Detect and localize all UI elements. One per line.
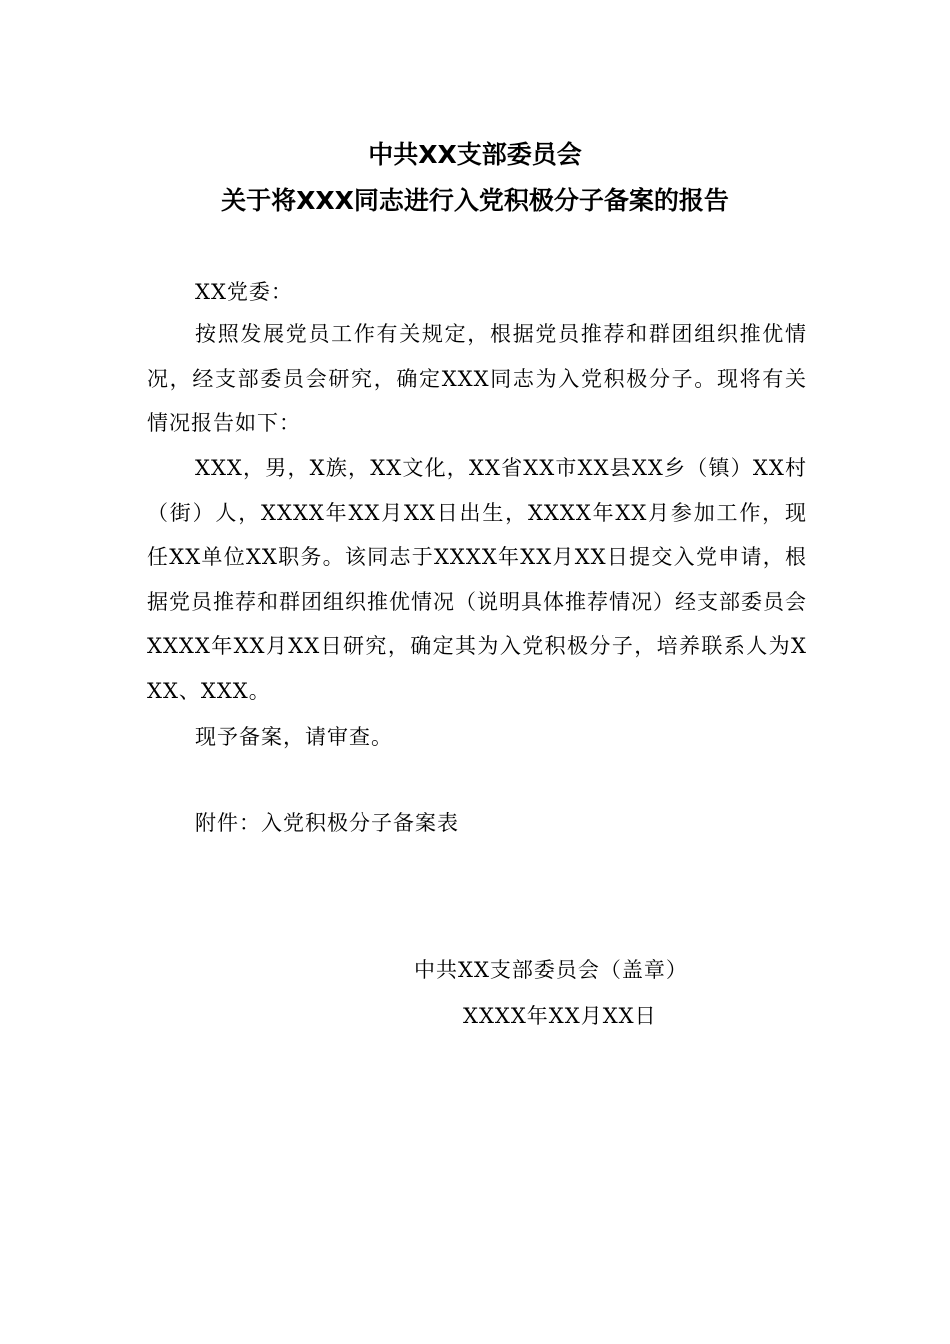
paragraph-intro: 按照发展党员工作有关规定，根据党员推荐和群团组织推优情况，经支部委员会研究，确定XXX同志为入党积极分子。现将有关情况报告如下： (147, 322, 807, 436)
paragraph-closing: 现予备案，请审查。 (195, 725, 393, 749)
salutation: XX党委： (195, 280, 293, 304)
signature-date: XXXX年XX月XX日 (463, 1004, 657, 1028)
paragraph-details: XXX，男，X族，XX文化，XX省XX市XX县XX乡（镇）XX村（街）人，XXXX年XX月XX日出生，XXXX年XX月参加工作，现任XX单位XX职务。该同志于XXXX年XX月XX日提交入党申请，根据党员推荐和群团组织推优情况（说明具体推荐情况）经支部委员会XXXX年XX月XX日研究，确定其为入党积极分子，培养联系人为XXX、XXX。 (147, 456, 807, 703)
document-title-line1: 中共XX支部委员会 (368, 140, 582, 169)
signature-organization: 中共XX支部委员会（盖章） (414, 958, 688, 982)
attachment-note: 附件：入党积极分子备案表 (195, 811, 459, 835)
document-title-line2: 关于将XXX同志进行入党积极分子备案的报告 (221, 186, 729, 215)
